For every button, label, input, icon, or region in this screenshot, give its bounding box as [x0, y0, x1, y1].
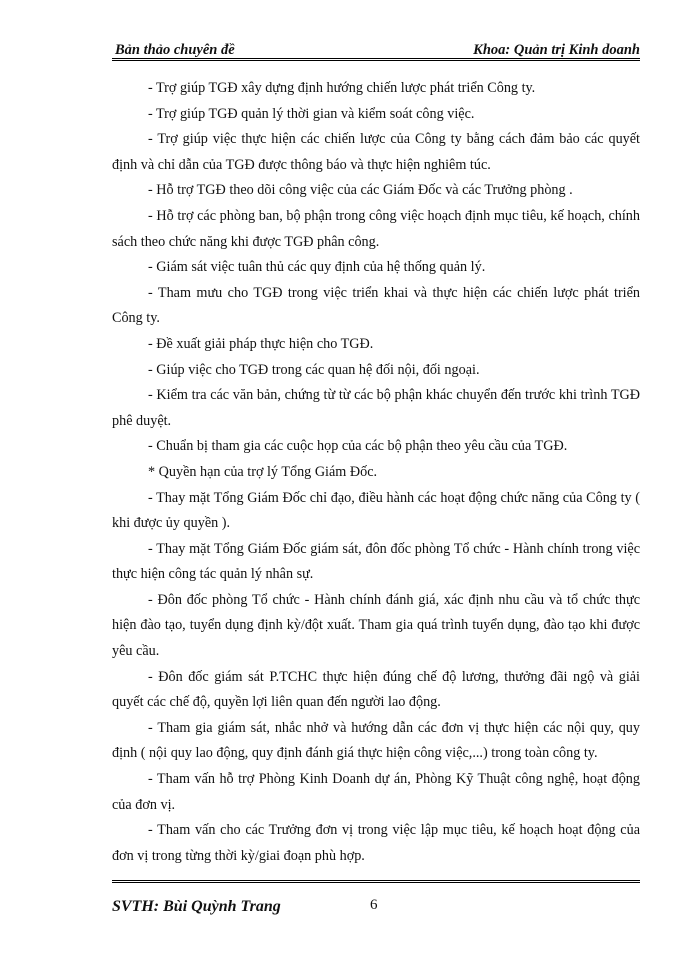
header-faculty: Khoa: Quản trị Kinh doanh — [473, 42, 640, 58]
paragraph: - Tham vấn cho các Trưởng đơn vị trong việc lập mục tiêu, kế hoạch hoạt động của đơn vị trong từng thời kỳ/giai đoạn phù hợp. — [112, 822, 640, 864]
paragraph: - Trợ giúp việc thực hiện các chiến lược của Công ty bằng cách đảm bảo các quyết định và chỉ dẫn của TGĐ được thông báo và thực hiện nghiêm túc. — [112, 131, 640, 173]
paragraph: - Trợ giúp TGĐ xây dựng định hướng chiến lược phát triển Công ty. — [148, 80, 536, 96]
paragraph: - Tham vấn hỗ trợ Phòng Kinh Doanh dự án, Phòng Kỹ Thuật công nghệ, hoạt động của đơn vị. — [112, 771, 640, 813]
paragraph: - Hỗ trợ TGĐ theo dõi công việc của các Giám Đốc và các Trưởng phòng . — [148, 182, 573, 199]
paragraph: - Giám sát việc tuân thủ các quy định của hệ thống quản lý. — [148, 259, 486, 276]
paragraph: - Kiểm tra các văn bản, chứng từ từ các bộ phận khác chuyển đến trước khi trình TGĐ phê duyệt. — [112, 387, 640, 429]
section-heading: * Quyền hạn của trợ lý Tổng Giám Đốc. — [148, 463, 378, 480]
paragraph: - Thay mặt Tổng Giám Đốc chỉ đạo, điều hành các hoạt động chức năng của Công ty ( khi được ủy quyền ). — [112, 489, 640, 532]
page-number: 6 — [370, 897, 378, 913]
paragraph: - Giúp việc cho TGĐ trong các quan hệ đối nội, đối ngoại. — [148, 361, 480, 378]
paragraph: - Hỗ trợ các phòng ban, bộ phận trong công việc hoạch định mục tiêu, kế hoạch, chính sách theo chức năng khi được TGĐ phân công. — [112, 207, 640, 250]
footer-rule — [112, 880, 640, 883]
paragraph: - Thay mặt Tổng Giám Đốc giám sát, đôn đốc phòng Tổ chức - Hành chính trong việc thực hiện công tác quản lý nhân sự. — [112, 540, 640, 583]
paragraph: - Tham mưu cho TGĐ trong việc triển khai và thực hiện các chiến lược phát triển Công ty. — [112, 284, 640, 327]
paragraph: - Đề xuất giải pháp thực hiện cho TGĐ. — [148, 335, 374, 352]
paragraph: - Đôn đốc phòng Tổ chức - Hành chính đánh giá, xác định nhu cầu và tổ chức thực hiện đào tạo, tuyển dụng định kỳ/đột xuất. Tham gia quá trình tuyển dụng, đào tạo khi được yêu cầu. — [112, 591, 640, 660]
footer-author: SVTH: Bùi Quỳnh Trang — [112, 898, 281, 915]
header-rule — [112, 58, 640, 61]
paragraph: - Chuẩn bị tham gia các cuộc họp của các bộ phận theo yêu cầu của TGĐ. — [148, 438, 568, 455]
header-document-title: Bản thảo chuyên đề — [115, 42, 235, 58]
document-body — [112, 76, 640, 869]
paragraph: - Tham gia giám sát, nhắc nhở và hướng dẫn các đơn vị thực hiện các nội quy, quy định ( nội quy lao động, quy định đánh giá thực hiện công việc,...) trong toàn công ty. — [112, 719, 640, 762]
page-header — [115, 36, 640, 58]
paragraph: - Trợ giúp TGĐ quản lý thời gian và kiểm soát công việc. — [148, 105, 475, 122]
paragraph: - Đôn đốc giám sát P.TCHC thực hiện đúng chế độ lương, thưởng đãi ngộ và giải quyết các chế độ, quyền lợi liên quan đến người lao động. — [112, 668, 640, 711]
